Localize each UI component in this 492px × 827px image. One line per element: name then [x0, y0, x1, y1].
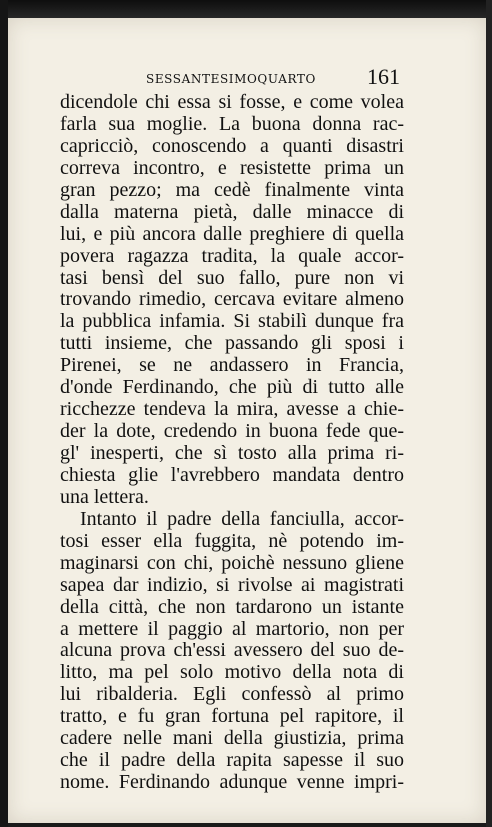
page-header [0, 64, 492, 89]
text-line: della città, che non tardarono un istante [60, 595, 404, 618]
text-line: povera ragazza tradita, la quale accor- [60, 244, 404, 267]
text-line: gran pezzo; ma cedè finalmente vinta [60, 178, 404, 201]
text-line: lui, e più ancora dalle preghiere di quella [60, 222, 404, 245]
scan-left-edge [0, 0, 8, 827]
text-line: la pubblica infamia. Si stabilì dunque fra [60, 310, 404, 333]
text-line: trovando rimedio, cercava evitare almeno [60, 288, 404, 311]
text-line: chiesta glie l'avrebbero mandata dentro [60, 463, 404, 486]
text-line: tratto, e fu gran fortuna pel rapitore, il [60, 705, 404, 728]
text-line: tasi bensì del suo fallo, pure non vi [60, 266, 404, 289]
page-number: 161 [367, 64, 400, 89]
text-line: gl' inesperti, che sì tosto alla prima ri- [60, 442, 404, 464]
text-line: cadere nelle mani della giustizia, prima [60, 727, 404, 750]
text-line: tosi esser ella fuggita, nè potendo im- [60, 529, 404, 552]
text-line: d'onde Ferdinando, che più di tutto alle [60, 376, 404, 399]
text-line: nome. Ferdinando adunque venne impri- [60, 771, 404, 794]
text-line: litto, ma pel solo motivo della nota di [60, 661, 404, 684]
text-line: dicendole chi essa si fosse, e come volea [60, 91, 404, 113]
paragraph-first-line: Intanto il padre della fanciulla, accor- [80, 507, 404, 530]
text-line: che il padre della rapita sapesse il suo [60, 749, 404, 772]
text-line: lui ribalderia. Egli confessò al primo [60, 683, 404, 706]
text-line: farla sua moglie. La buona donna rac- [60, 112, 404, 135]
text-line: maginarsi con chi, poichè nessuno gliene [60, 551, 404, 574]
scan-top-edge [0, 0, 492, 20]
body-text [60, 92, 404, 794]
text-line: der la dote, credendo in buona fede que- [60, 420, 404, 443]
text-line: tutti insieme, che passando gli sposi i [60, 332, 404, 355]
text-line: sapea dar indizio, si rivolse ai magistrati [60, 573, 404, 596]
text-line: Pirenei, se ne andassero in Francia, [60, 354, 404, 377]
text-line: una lettera. [60, 485, 149, 508]
text-line: ricchezze tendeva la mira, avesse a chie- [60, 398, 404, 421]
text-line: a mettere il paggio al martorio, non per [60, 617, 404, 640]
text-line: alcuna prova ch'essi avessero del suo de- [60, 639, 404, 662]
scan-right-edge [486, 0, 492, 827]
text-line: dalla materna pietà, dalle minacce di [60, 200, 404, 223]
running-head: SESSANTESIMOQUARTO [146, 72, 316, 86]
text-line: correva incontro, e resistette prima un [60, 156, 404, 179]
text-line: capricciò, conoscendo a quanti disastri [60, 134, 404, 157]
